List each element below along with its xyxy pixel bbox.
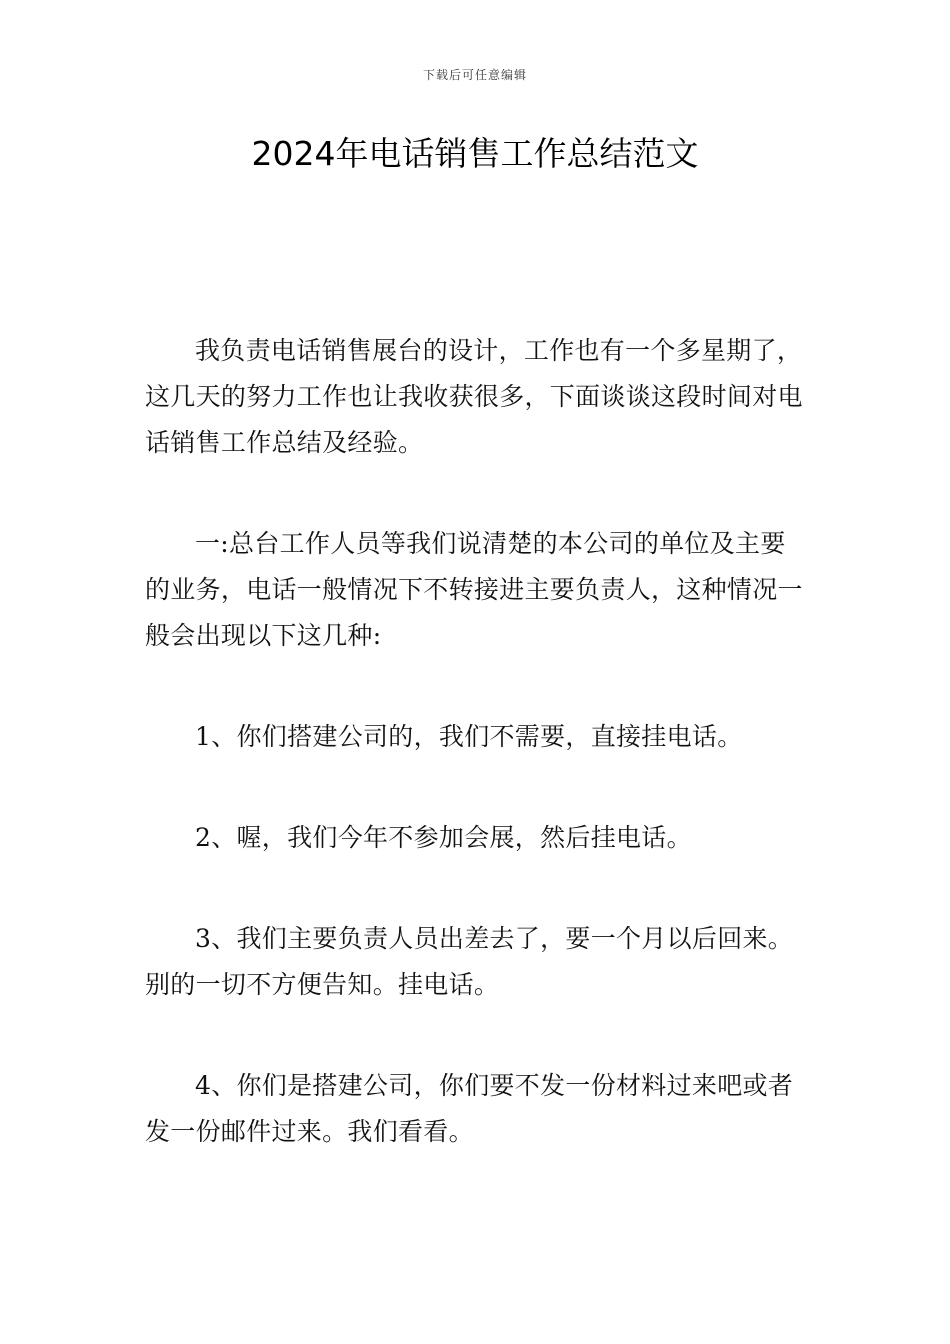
paragraph-item-1: 1、你们搭建公司的，我们不需要，直接挂电话。 bbox=[195, 722, 743, 751]
paragraph-item-3: 3、我们主要负责人员出差去了，要一个月以后回来。别的一切不方便告知。挂电话。 bbox=[145, 924, 794, 999]
document-title: 2024年电话销售工作总结范文 bbox=[251, 134, 699, 173]
paragraph-item-2: 2、喔，我们今年不参加会展，然后挂电话。 bbox=[195, 823, 692, 852]
document-body bbox=[145, 328, 810, 1155]
paragraph-intro: 我负责电话销售展台的设计，工作也有一个多星期了，这几天的努力工作也让我收获很多，下面谈谈这段时间对电话销售工作总结及经验。 bbox=[145, 336, 803, 457]
header-note: 下载后可任意编辑 bbox=[422, 68, 527, 82]
paragraph-item-4: 4、你们是搭建公司，你们要不发一份材料过来吧或者发一份邮件过来。我们看看。 bbox=[145, 1071, 794, 1146]
paragraph-section-one: 一:总台工作人员等我们说清楚的本公司的单位及主要的业务，电话一般情况下不转接进主要负责人，这种情况一般会出现以下这几种: bbox=[145, 529, 803, 650]
